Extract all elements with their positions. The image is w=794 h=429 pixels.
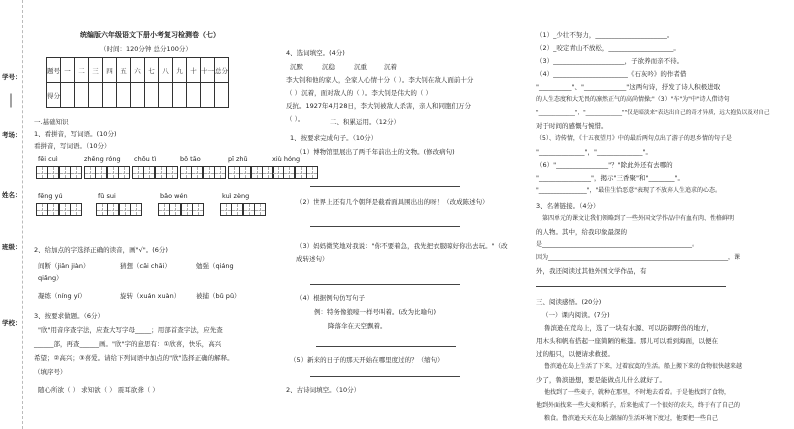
answer-line[interactable]	[310, 376, 460, 377]
question-3-title-right: 3、名著链接。（4分）	[536, 202, 600, 210]
question-3-line: ______部，再查______画。"欣"字的意思有：①欣喜，快乐，高兴	[34, 340, 222, 348]
writing-grid[interactable]	[96, 203, 141, 216]
pinyin-label: xiù hóng	[272, 155, 301, 163]
pinyin-label: kuì zèng	[222, 192, 250, 200]
passage-line: 他到外面找来一些大麦和稻子，后来他成了一个很好的农夫，终于有了自己的	[536, 402, 741, 409]
sentence-example: 降落伞在天空飘着。	[328, 322, 387, 330]
sentence-task: （3）妈妈微笑地对我说："你不要着急，我先把衣服晾好你出去玩。"（改	[296, 242, 508, 250]
side-label-class: 班级：	[2, 243, 22, 251]
writing-grid[interactable]	[228, 166, 273, 179]
fill-line: （ ）。	[286, 115, 305, 123]
passage-line: 过的船只，以便请求救援。	[536, 350, 614, 358]
writing-grid[interactable]	[36, 166, 81, 179]
score-cell: 十	[187, 58, 201, 83]
score-input-cell[interactable]	[215, 83, 229, 108]
writing-grid[interactable]	[132, 166, 177, 179]
side-label-school: 学校：	[2, 319, 22, 327]
side-blank-student-id[interactable]	[11, 94, 12, 108]
writing-grid[interactable]	[220, 203, 265, 216]
page-subtitle: （时间：120分钟 总分100分）	[100, 45, 192, 53]
pinyin-label: fǔ sui	[98, 192, 116, 200]
answer-line[interactable]	[310, 284, 460, 285]
question-2-title: 2、给加点的字选择正确的读音，画"√"。(6分)	[34, 246, 168, 254]
question-3-title: 3、按要求做题。（6分）	[34, 312, 105, 320]
poem-line: "_____________"，"_____________""仅是暗淡来"表达出自己的奇才异质，远大抱负以及对自己	[536, 110, 770, 116]
writing-grid[interactable]	[272, 166, 317, 179]
writing-grid[interactable]	[84, 166, 129, 179]
word-option: 沉稳	[322, 63, 335, 71]
poem-line: （5）、诗传情，《十五夜望月》中的最后两句点出了游子的思乡情的句子是	[536, 135, 732, 142]
section-1-heading: 一.基础知识	[34, 118, 69, 126]
score-cell: 五	[117, 58, 131, 83]
score-table-score-row	[47, 83, 229, 108]
reading-choice[interactable]: 旋转（xuán xuàn）	[120, 292, 181, 300]
answer-line[interactable]	[536, 286, 726, 287]
score-cell: 八	[159, 58, 173, 83]
question-4-title: 4、选词填空。(4分)	[286, 49, 345, 57]
section-2-heading: 二、积累运用。（12分）	[330, 118, 401, 126]
score-cell: 题号	[47, 58, 61, 83]
score-input-cell[interactable]	[89, 83, 103, 108]
passage-line: 他找到了一些麦子，就种在那里，不时地去看看。于是他找到了食物，	[544, 389, 731, 396]
reading-choice[interactable]: 间断（jiān jiàn）	[38, 262, 90, 270]
fill-line: 反抗。1927年4月28日，李大钊被敌人杀害，亲人和同胞们万分	[286, 102, 471, 110]
page-title: 统编版六年级语文下册小考复习检测卷（七）	[80, 31, 220, 39]
score-cell: 四	[103, 58, 117, 83]
score-input-cell[interactable]	[187, 83, 201, 108]
question-3-line: 希望；②高兴；③喜爱。请给下列词语中加点的"欣"选择正确的解释。	[34, 354, 234, 362]
score-input-cell[interactable]	[145, 83, 159, 108]
reading-title: （一）课内阅读。(7分)	[542, 311, 610, 319]
question-1-title: 1、看拼音，写词语。(10分)	[34, 130, 117, 138]
side-label-exam-room: 考场：	[2, 131, 22, 139]
pinyin-label: zhēng róng	[84, 155, 121, 163]
poem-line: "______________"，"______________"。	[536, 148, 652, 156]
poem-line: （2）_咬定青山不放松，____________________。	[536, 44, 680, 52]
pinyin-label: bō tāo	[180, 155, 201, 163]
sentence-task: （4）根据例句仿写句子	[296, 294, 366, 302]
side-label-student-id: 学号：	[2, 73, 22, 81]
poem-line: （6）"________________"？"除此外还有去哪的	[536, 161, 673, 169]
score-input-cell[interactable]	[159, 83, 173, 108]
section-3-heading: 三、阅读感悟。(20分)	[536, 298, 602, 306]
question-3-line: "欣"用音序查字法，应查大写字母_____；用部首查字法，应先查	[38, 326, 223, 334]
poem-line: 对于时间的感慨与惋惜。	[536, 122, 608, 130]
sentence-example: 例：特务像狼嚎一样号叫着。(改为比喻句)	[314, 308, 437, 316]
score-input-cell[interactable]	[75, 83, 89, 108]
passage-line: 粮食。鲁滨逊天天在岛上潮湿的生活环境下度过，他要把一些自己	[544, 415, 719, 422]
word-option: 沉着	[384, 63, 397, 71]
poem-line: "__________"、"_____________"这两句诗，抒发了诗人积极进取	[536, 83, 721, 91]
score-cell: 七	[145, 58, 159, 83]
poem-line: "________________"，揭示"三香聚"和"________"。	[536, 174, 684, 182]
novel-line: 的人物。其中，给我印象最深的	[536, 228, 627, 236]
answer-line[interactable]	[316, 346, 456, 347]
reading-choice[interactable]: 勉强（qiáng	[196, 262, 234, 270]
pinyin-label: fēi cuì	[38, 155, 58, 163]
passage-line: 少了，鲁滨逊想，要是能做点儿什么就好了。	[536, 376, 666, 384]
question-5-title: 1、按要求完成句子。（10分）	[290, 134, 378, 142]
fill-line: 李大钊和他的家人，全家人心情十分（ ）。李大钊在敌人面前十分	[286, 76, 474, 84]
pinyin-label: pī zhǔ	[228, 155, 248, 163]
poem-line: （3）______________________，子欲养而亲不待。	[536, 57, 684, 65]
passage-line: 用木头和帆布搭起一座简陋的帐篷。那儿可以看到海面，以便在	[536, 337, 718, 345]
sentence-task: （1）博物馆里展出了两千年前出土的文物。(修改病句)	[296, 148, 455, 156]
reading-choice[interactable]: 猜想（cāi chāi）	[120, 262, 171, 270]
question-3-line: （填序号）	[34, 368, 67, 376]
sentence-task: （5）新来的日子的那天开始在哪里度过的？（缩句）	[290, 356, 444, 364]
score-table	[46, 57, 229, 108]
poem-line: 的人生态度和大无畏的凛然正气的高尚情操;"（3）"车"为"中"诗人借诗句	[536, 96, 730, 103]
sentence-task: （2）世界上还有几个朝拜是截看面具围出出的呀！（改成陈述句）	[296, 198, 489, 206]
passage-line: 鲁滨逊在岛上生活了下来，过着寂寞的生活。船上搬下来的食物很快越来越	[544, 363, 743, 370]
poem-line: （1）_少壮不努力，______________________。	[536, 31, 674, 39]
novel-line: 因为____________________________________________________________，课	[536, 254, 741, 261]
pinyin-label: bǎo wén	[160, 192, 188, 200]
score-input-cell[interactable]	[201, 83, 215, 108]
reading-choice[interactable]: 凝练（níng yí）	[38, 292, 86, 300]
novel-line: 外，我还阅读过其他外国文学作品，有	[536, 267, 647, 275]
score-cell: 总分	[215, 58, 229, 83]
score-table-header-row	[47, 58, 229, 83]
fill-line: （ ）沉着，面对敌人的（ ）。李大钊是伟大的（ ）	[286, 89, 432, 97]
score-cell: 六	[131, 58, 145, 83]
answer-line[interactable]	[310, 226, 460, 227]
writing-grid[interactable]	[180, 166, 225, 179]
score-input-cell[interactable]	[117, 83, 131, 108]
writing-grid[interactable]	[36, 203, 81, 216]
score-cell: 一	[61, 58, 75, 83]
word-option: 沉默	[290, 63, 303, 71]
novel-line: 第四单元的课文让我们领略到了一些外国文学作品中有血有肉、性格鲜明	[542, 215, 735, 222]
question-3-line: 随心所欲（ ） 求知欲（ ） 震耳欲聋（ ）	[38, 386, 159, 394]
pinyin-label: fēng yú	[38, 192, 63, 200]
score-cell: 三	[89, 58, 103, 83]
poem-line: "________________"，"最佳生恰恶意"表现了不放弃人生追求的心态。	[536, 187, 722, 194]
reading-choice-cont: qiǎng）	[38, 274, 63, 282]
question-6-title: 2、古诗词填空。（10分）	[286, 386, 361, 394]
novel-line: 是__________________________________________________。	[536, 241, 699, 248]
score-cell: 二	[75, 58, 89, 83]
question-1-instruction: 看拼音，写词语。（10分）	[34, 142, 111, 150]
pinyin-label: chōu tì	[134, 155, 157, 163]
writing-grid[interactable]	[158, 203, 203, 216]
score-input-cell[interactable]	[131, 83, 145, 108]
reading-choice[interactable]: 被捕（bǔ pǔ）	[196, 292, 241, 300]
score-input-cell[interactable]	[61, 83, 75, 108]
passage-line: 鲁滨逊在荒岛上，选了一块有水源、可以防御野兽的地方，	[544, 324, 713, 332]
binding-line	[22, 0, 23, 429]
side-label-name: 姓名：	[2, 191, 22, 199]
score-input-cell[interactable]	[103, 83, 117, 108]
score-input-cell[interactable]	[173, 83, 187, 108]
sentence-task: 成转述句）	[296, 255, 329, 263]
word-option: 沉重	[354, 63, 367, 71]
score-cell: 九	[173, 58, 187, 83]
score-cell: 十一	[201, 58, 215, 83]
answer-line[interactable]	[310, 186, 460, 187]
score-cell: 得分	[47, 83, 61, 108]
poem-line: （4）_______________________《石灰吟》的作者借	[536, 70, 687, 78]
